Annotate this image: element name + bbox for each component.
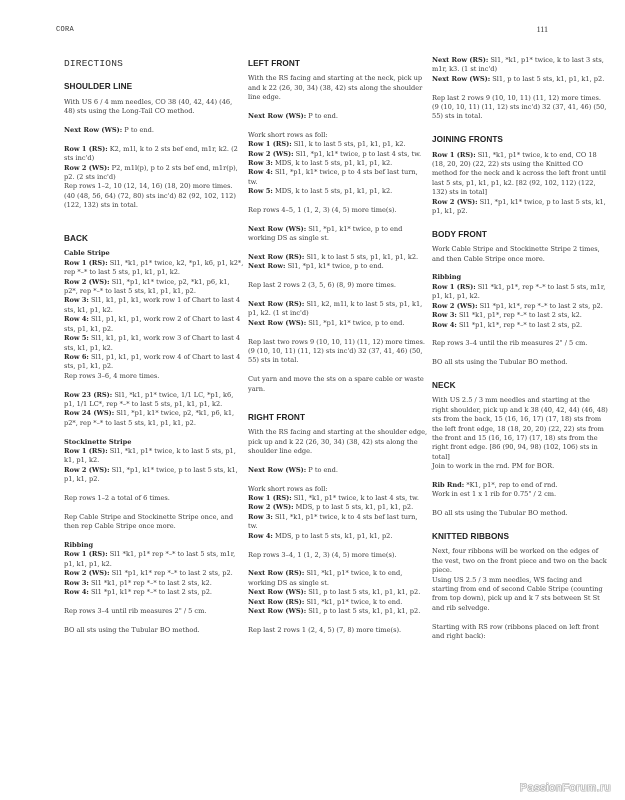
row-label: Next Row (WS): [64, 126, 123, 135]
text-segment [248, 253, 428, 262]
text-segment: Sl1 *k1, p1* rep *–* to last 2 sts, k2. [88, 578, 212, 587]
left-front-rep-pair-b: Rep last two rows 9 (10, 10, 11) (11, 12) more times. (9 (10, 10, 11) (11, 12) sts inc'd) 32 (37, 41, 46) (50, 55) sts in total. [248, 337, 426, 365]
neck-rib [432, 481, 608, 500]
text-segment [248, 513, 428, 532]
body-front-bind-off: BO all sts using the Tubular BO method. [432, 358, 568, 367]
ribbons-intro [432, 547, 608, 613]
text-segment: Rep rows 1–2, 10 (12, 14, 16) (18, 20) more times. (40 (48, 56, 64) (72, 80) sts inc'd) 82 (92, 102, 112) (122, 132) sts in total. [64, 182, 236, 210]
text-segment: Work short rows as foll: [248, 130, 328, 139]
text-segment: Next, four ribbons will be worked on the edges of the vest, two on the front piece and two on the back piece. [432, 547, 607, 575]
text-segment: Sl1, p to last 5 sts, k1, p1, k1, p2. [306, 588, 421, 597]
text-segment [64, 296, 244, 315]
heading-knitted-ribbons: KNITTED RIBBONS [432, 531, 510, 541]
stockinette-stripe-title: Stockinette Stripe [64, 437, 132, 446]
right-front-intro: With the RS facing and starting at the shoulder edge, pick up and k 22 (26, 30, 34) (38, 42) sts along the shoulder line edge. [248, 428, 428, 456]
heading-right-front: RIGHT FRONT [248, 412, 306, 422]
text-segment [432, 481, 608, 490]
text-segment [64, 164, 244, 183]
row-label: Rib Rnd: [432, 480, 465, 489]
text-segment: MDS, p to last 5 sts, k1, p1, k1, p2. [293, 503, 414, 512]
back-rib-rep: Rep rows 3–4 until rib measures 2" / 5 cm. [64, 606, 207, 615]
right-front-short-rows [248, 485, 428, 541]
heading-left-front: LEFT FRONT [248, 59, 300, 68]
row-label: Row 2 (WS): [64, 277, 110, 286]
text-segment: Sl1, *p1, k1* twice, p to end. [306, 318, 405, 327]
column-3 [432, 56, 608, 651]
back-ribbing-block [64, 541, 244, 597]
text-segment: Sl1, *k1, p1* twice, k to last 3 sts, m1r, k3. (1 st inc'd) [432, 56, 604, 74]
row-label: Row 5: [64, 334, 89, 343]
text-segment [248, 140, 428, 149]
text-segment: Sl1, k1, p1, k1, work row 1 of Chart to last 4 sts, k1, p1, k2. [64, 296, 241, 314]
text-segment: Using US 2.5 / 3 mm needles, WS facing and starting from end of second Cable Stripe (counting from top down), pick up and k 7 sts between St St and rib selvedge. [432, 575, 603, 612]
text-segment [248, 168, 428, 187]
text-segment [432, 311, 608, 320]
row-label: Row 2 (WS): [64, 163, 110, 172]
text-segment [64, 579, 244, 588]
row-label: Row 6: [64, 352, 89, 361]
text-segment: Work short rows as foll: [248, 484, 328, 493]
text-segment: Sl1, *p1, k1* twice, p2, *k1, p6, k1, p2*, rep *–* to last 5 sts, k1, p1, k1, p2. [64, 409, 235, 427]
right-front-rep-short: Rep rows 3–4, 1 (1, 2, 3) (4, 5) more time(s). [248, 550, 397, 559]
text-segment: MDS, k to last 5 sts, p1, k1, p1, k2. [272, 187, 393, 196]
row-label: Next Row: [248, 262, 286, 271]
cable-stripe-block [64, 249, 244, 381]
text-segment [64, 391, 244, 410]
cable-stripe-title: Cable Stripe [64, 249, 110, 258]
text-segment: Sl1, *p1, k1* twice, p to last 5 sts, k1, p1, k1, p2. [432, 197, 606, 216]
row-label: Next Row (RS): [248, 300, 305, 309]
row-label: Row 2 (WS): [432, 301, 478, 310]
text-segment: Sl1, *k1, p1* twice, k to end, CO 18 (18, 20, 20) (22, 22) sts using the Knitted CO method for the neck and k across the left front until last 5 sts, p1, k1, p1, k2. [82 (92, 102, 112) (122, 132) sts in total] [432, 150, 607, 197]
row-label: Row 1 (RS): [248, 494, 292, 503]
shoulder-next-row [64, 126, 244, 135]
text-segment: Sl1 *p1, k1* rep *–* to last 2 sts, p2. [109, 569, 233, 578]
text-segment: Sl1, *k1, p1* twice, k to end. [304, 597, 403, 606]
text-segment: With US 2.5 / 3 mm needles and starting at the right shoulder, pick up and k 38 (40, 42, 44) (46, 48) sts from the back, 15 (16, 16, 17) (17, 18) sts from the left front edge, 18 (18, 20, 20) (22, 22) sts from the front and 15 (16, 16, 17) (17, 18) sts from the right front edge. [86 (90, 94, 98) (102, 106) sts in total] [432, 396, 608, 461]
rep-both-stripes: Rep Cable Stripe and Stockinette Stripe once, and then rep Cable Stripe once more. [64, 512, 234, 531]
text-segment: Sl1, *k1, p1* twice, 1/1 LC, *p1, k6, p1, 1/1 LC*, rep *–* to last 5 sts, p1, k1, p1, k2. [64, 390, 234, 408]
text-segment [64, 588, 244, 597]
row-label: Next Row (WS): [248, 588, 307, 597]
text-segment [432, 75, 608, 84]
running-head: CORA [56, 26, 75, 34]
text-segment [64, 220, 244, 234]
text-segment [64, 409, 244, 428]
stockinette-rep: Rep rows 1–2 a total of 6 times. [64, 493, 170, 502]
row-label: Next Row (RS): [248, 253, 305, 262]
text-segment: Sl1 *k1, p1* rep *–* to last 5 sts, m1r, p1, k1, p1, k2. [64, 550, 236, 568]
row-label: Row 1 (RS): [64, 258, 108, 267]
text-segment [248, 319, 428, 328]
text-segment: Sl1, p to last 5 sts, k1, p1, k1, p2. [306, 606, 421, 615]
row-label: Row 23 (RS): [64, 390, 113, 399]
text-segment [64, 550, 244, 569]
right-front-next-rows [248, 569, 428, 616]
heading-joining-fronts: JOINING FRONTS [432, 135, 503, 145]
text-segment [432, 151, 608, 198]
text-segment: Sl1, *p1, k1* twice, p to last 5 sts, k1, p1, k1, p2. [64, 465, 238, 484]
text-segment [64, 278, 244, 297]
left-front-next-ws [248, 225, 428, 244]
left-front-cont-rep: Rep last 2 rows 9 (10, 10, 11) (11, 12) more times. (9 (10, 10, 11) (11, 12) sts inc'd) 32 (37, 41, 46) (50, 55) sts in total. [432, 93, 607, 121]
text-segment: Sl1, *p1, k1* twice, p to last 4 sts, tw. [293, 149, 422, 158]
text-segment: Sl1, *p1, k1* twice, p to end working DS as single st. [248, 224, 403, 243]
body-front-rib-rep: Rep rows 3–4 until the rib measures 2" / 5 cm. [432, 339, 588, 348]
left-front-rep-short: Rep rows 4–5, 1 (1, 2, 3) (4, 5) more time(s). [248, 206, 397, 215]
text-segment: Sl1 *p1, k1*, rep *–* to last 2 sts, p2. [477, 301, 603, 310]
text-segment [248, 159, 428, 168]
directions-title: DIRECTIONS [64, 58, 124, 69]
text-segment [248, 598, 428, 607]
row-label: Row 2 (WS): [248, 149, 294, 158]
text-segment: Sl1, *p1, k1* twice, p to 4 sts bef last turn, tw. [248, 168, 418, 186]
row-label: Row 1 (RS): [432, 282, 476, 291]
text-segment [64, 145, 244, 164]
back-bind-off: BO all sts using the Tubular BO method. [64, 625, 200, 634]
body-front-ribbing [432, 273, 608, 329]
text-segment [432, 302, 608, 311]
text-segment: Sl1, p1, k1, p1, work row 4 of Chart to last 4 sts, p1, k1, p2. [64, 352, 241, 371]
shoulder-intro: With US 6 / 4 mm needles, CO 38 (40, 42, 44) (46, 48) sts using the Long-Tail CO method. [64, 97, 233, 116]
row-label: Next Row (WS): [248, 465, 307, 474]
left-front-pair-a [248, 253, 428, 272]
row-label: Row 4: [64, 315, 89, 324]
text-segment: Work in est 1 x 1 rib for 0.75" / 2 cm. [432, 490, 557, 499]
ribbons-start: Starting with RS row (ribbons placed on left front and right back): [432, 622, 599, 640]
text-segment [248, 494, 428, 503]
text-segment [64, 353, 244, 372]
text-segment: P to end. [306, 465, 338, 474]
text-segment: Rep rows 3–6, 4 more times. [64, 371, 160, 380]
row-label: Row 1 (RS): [64, 446, 108, 455]
row-label: Next Row (WS): [248, 224, 307, 233]
row-label: Row 4: [248, 168, 273, 177]
shoulder-rows [64, 145, 244, 211]
heading-body-front: BODY FRONT [432, 229, 487, 239]
row-label: Next Row (RS): [248, 569, 305, 578]
text-segment: Sl1, p to last 5 sts, k1, p1, k1, p2. [490, 74, 605, 83]
text-segment: K2, m1l, k to 2 sts bef end, m1r, k2. (2 sts inc'd) [64, 144, 238, 163]
text-segment [64, 334, 244, 353]
text-segment [248, 300, 428, 319]
text-segment [432, 56, 608, 75]
text-segment: Sl1, *k1, p1* twice, k2, *p1, k6, p1, k2*, rep *–* to last 5 sts, p1, k1, p1, k2. [64, 258, 244, 277]
text-segment [248, 569, 428, 588]
row-label: Next Row (RS): [432, 56, 489, 64]
text-segment: P to end. [122, 126, 154, 135]
cable-stripe-rows-23-24 [64, 391, 244, 429]
text-segment: P to end. [306, 112, 338, 121]
text-segment: Sl1, p1, k1, p1, work row 2 of Chart to last 4 sts, p1, k1, p2. [64, 315, 241, 333]
row-label: Row 4: [432, 320, 457, 329]
left-front-rep-pair-a: Rep last 2 rows 2 (3, 5, 6) (8, 9) more times. [248, 281, 396, 290]
heading-neck: NECK [432, 380, 456, 390]
left-front-cont-rows [432, 56, 608, 84]
row-label: Row 1 (RS): [64, 144, 108, 153]
watermark: PassionForum.ru [519, 782, 611, 794]
text-segment [248, 150, 428, 159]
row-label: Row 2 (WS): [64, 465, 110, 474]
stockinette-stripe-block [64, 438, 244, 485]
row-label: Row 1 (RS): [64, 550, 108, 559]
text-segment [248, 503, 428, 512]
text-segment: Sl1 *k1, p1*, rep *–* to last 2 sts, k2. [456, 311, 582, 320]
row-label: Next Row (WS): [248, 112, 307, 121]
row-label: Next Row (WS): [432, 74, 491, 83]
row-label: Row 24 (WS): [64, 409, 115, 418]
text-segment [248, 187, 428, 196]
text-segment [64, 259, 244, 278]
text-segment: Sl1, k to last 5 sts, p1, k1, p1, k2. [304, 253, 419, 262]
row-label: Row 3: [248, 512, 273, 521]
text-segment: Sl1, *k1, p1* twice, k to last 5 sts, p1, k1, p1, k2. [64, 446, 236, 465]
text-segment [432, 198, 608, 217]
heading-shoulder-line: SHOULDER LINE [64, 82, 133, 92]
text-segment [248, 588, 428, 597]
row-label: Next Row (WS): [248, 606, 307, 615]
row-label: Row 3: [248, 159, 273, 168]
row-label: Row 2 (WS): [248, 503, 294, 512]
text-segment [248, 607, 428, 616]
text-segment: Sl1, k1, p1, k1, work row 3 of Chart to last 4 sts, k1, p1, k2. [64, 334, 241, 352]
row-label: Row 4: [248, 531, 273, 540]
text-segment: Sl1 *p1, k1*, rep *–* to last 2 sts, p2. [456, 320, 583, 329]
row-label: Next Row (RS): [248, 597, 305, 606]
row-label: Row 3: [432, 311, 457, 320]
text-segment: Sl1, *k1, p1* twice, k to end, working DS as single st. [248, 569, 403, 587]
row-label: Row 5: [248, 187, 273, 196]
text-segment [432, 321, 608, 330]
page-number: 111 [536, 25, 548, 34]
body-front-intro: Work Cable Stripe and Stockinette Stripe 2 times, and then Cable Stripe once more. [432, 245, 600, 263]
text-segment [64, 466, 244, 485]
neck-intro [432, 396, 608, 471]
left-front-intro: With the RS facing and starting at the neck, pick up and k 22 (26, 30, 34) (38, 42) sts along the shoulder line edge. [248, 74, 423, 102]
row-label: Row 3: [64, 578, 89, 587]
row-label: Row 3: [64, 296, 89, 305]
text-segment: Sl1, k2, m1l, k to last 5 sts, p1, k1, p1, k2. (1 st inc'd) [248, 300, 423, 318]
text-segment: Sl1 *p1, k1* rep *–* to last 2 sts, p2. [88, 588, 213, 596]
text-segment: Sl1, k to last 5 sts, p1, k1, p1, k2. [291, 140, 406, 149]
text-segment [64, 447, 244, 466]
row-label: Row 1 (RS): [432, 150, 476, 159]
text-segment: MDS, p to last 5 sts, k1, p1, k1, p2. [272, 531, 393, 540]
text-segment: Sl1 *k1, p1*, rep *–* to last 5 sts, m1r, p1, k1, p1, k2. [432, 282, 606, 301]
text-segment: Sl1, *p1, k1* twice, p to end. [285, 262, 384, 271]
text-segment: *K1, p1*, rep to end of rnd. [464, 480, 558, 489]
left-front-pair-b [248, 300, 428, 328]
text-segment: P2, m1l(p), p to 2 sts bef end, m1r(p), p2. (2 sts inc'd) [64, 163, 238, 182]
text-segment [248, 532, 428, 541]
row-label: Row 4: [64, 588, 89, 596]
text-segment: MDS, k to last 5 sts, p1, k1, p1, k2. [272, 159, 393, 168]
text-segment [248, 262, 428, 271]
row-label: Row 2 (WS): [432, 197, 478, 206]
right-front-rep-last: Rep last 2 rows 1 (2, 4, 5) (7, 8) more time(s). [248, 625, 402, 634]
column-1 [64, 55, 244, 644]
heading-back: BACK [64, 234, 89, 244]
text-segment [248, 403, 428, 412]
text-segment: Sl1, *k1, p1* twice, k to 4 sts bef last turn, tw. [248, 512, 418, 531]
row-label: Next Row (WS): [248, 318, 307, 327]
neck-bind-off: BO all sts using the Tubular BO method. [432, 509, 568, 518]
row-label: Row 2 (WS): [64, 569, 110, 578]
row-label: Row 1 (RS): [248, 140, 292, 149]
left-front-short-rows [248, 131, 428, 197]
text-segment [64, 569, 244, 578]
text-segment: Sl1, *k1, p1* twice, k to last 4 sts, tw. [291, 494, 419, 503]
text-segment: Sl1, *p1, k1* twice, p2, *k1, p6, k1, p2*, rep *–* to last 5 sts, k1, p1, k1, p2. [64, 277, 230, 296]
text-segment [432, 283, 608, 302]
text-segment: Join to work in the rnd. PM for BOR. [432, 462, 555, 471]
joining-rows [432, 151, 608, 217]
text-segment [64, 315, 244, 334]
right-front-next-row [248, 466, 428, 475]
ribbing-title: Ribbing [64, 540, 94, 549]
text-segment: Ribbing [432, 273, 462, 282]
column-2 [248, 55, 428, 645]
left-front-next-row [248, 112, 428, 121]
left-front-cut-yarn: Cut yarn and move the sts on a spare cable or waste yarn. [248, 375, 424, 393]
